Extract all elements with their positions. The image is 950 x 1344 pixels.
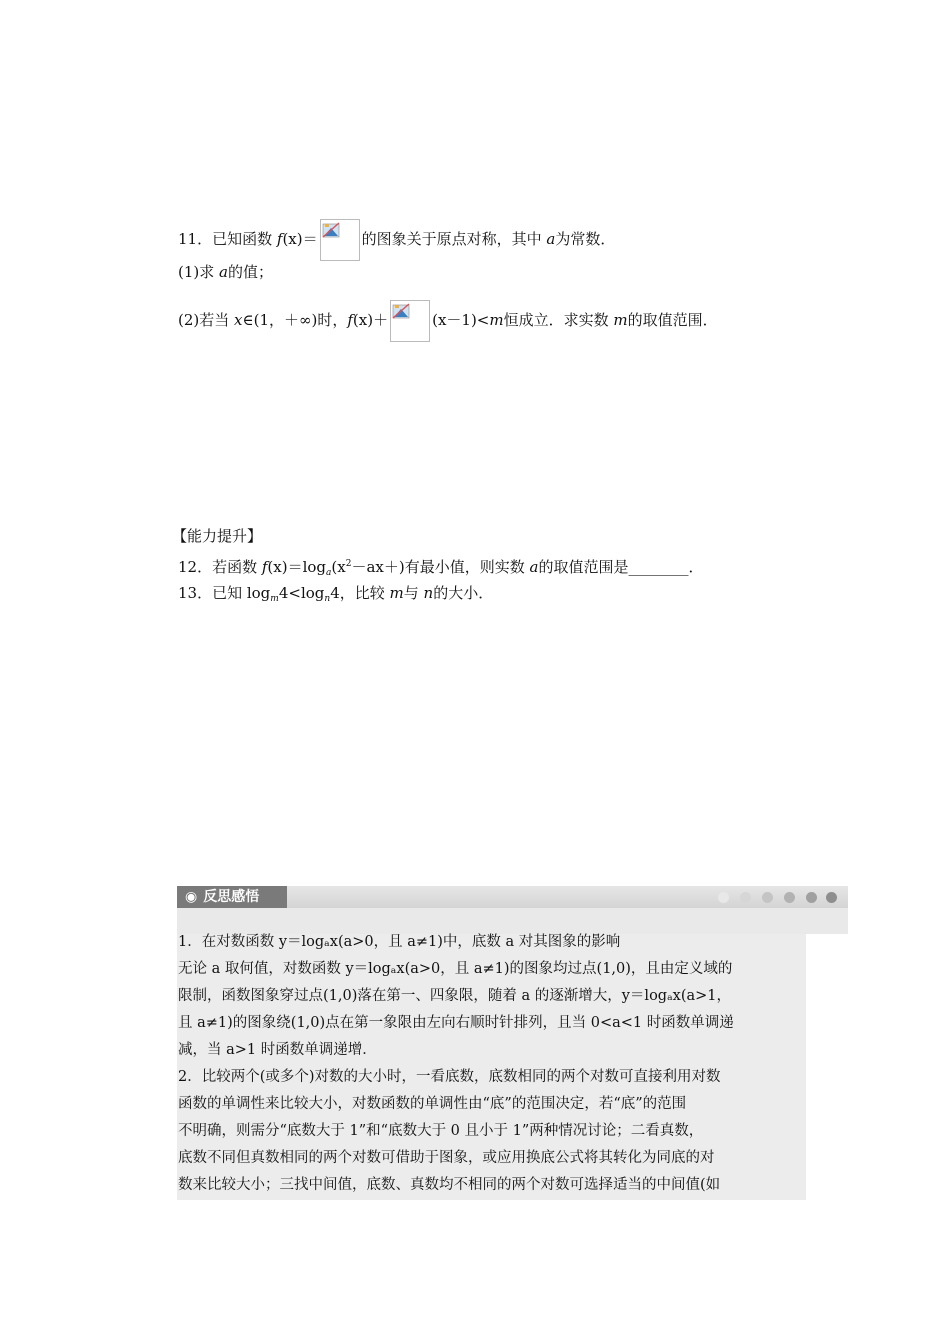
q11-p2-d: (x－1)< <box>432 311 490 329</box>
q12-b: (x)＝log <box>267 558 327 576</box>
ability-heading: 【能力提升】 <box>172 527 263 545</box>
q12-a: 12．若函数 <box>178 558 262 576</box>
q13-a: 13．已知 log <box>178 584 271 602</box>
q11-part2 <box>178 300 718 342</box>
q11-p2-m: m <box>489 311 504 329</box>
reflect-line: 限制，函数图象穿过点(1,0)落在第一、四象限，随着 a 的逐渐增大，y＝logₐx(a>1， <box>178 988 732 1004</box>
dot-icon <box>718 892 729 903</box>
q11-a: a <box>546 230 556 248</box>
dot-icon <box>784 892 795 903</box>
reflect-line: 2．比较两个(或多个)对数的大小时，一看底数，底数相同的两个对数可直接利用对数 <box>178 1069 721 1085</box>
q12-sub: a <box>326 568 332 578</box>
reflect-line: 不明确，则需分“底数大于 1”和“底数大于 0 且小于 1”两种情况讨论；二看真数， <box>178 1123 704 1139</box>
q11-p2-e: 恒成立．求实数 <box>503 311 614 329</box>
dot-icon <box>762 892 773 903</box>
reflect-label <box>177 886 287 908</box>
q13-sub1: m <box>270 594 279 604</box>
q13 <box>178 583 493 609</box>
q13-c: 4，比较 <box>330 584 390 602</box>
reflect-line: 1．在对数函数 y＝logₐx(a>0，且 a≠1)中，底数 a 对其图象的影响 <box>178 934 621 950</box>
q11-text-a: 已知函数 <box>212 230 277 248</box>
q11-part1 <box>178 262 273 282</box>
reflect-line: 数来比较大小；三找中间值，底数、真数均不相同的两个对数可选择适当的中间值(如 <box>178 1177 721 1193</box>
q12-f: f <box>261 558 268 576</box>
q11-text-c: 为常数． <box>555 230 616 248</box>
reflect-line: 且 a≠1)的图象绕(1,0)点在第一象限由左向右顺时针排列，且当 0<a<1 时函数单调递 <box>178 1015 734 1031</box>
q12-d: －ax＋)有最小值，则实数 <box>351 558 530 576</box>
dot-icon <box>826 892 837 903</box>
q13-e: 的大小． <box>433 584 494 602</box>
reflect-title: 反思感悟 <box>203 889 260 905</box>
reflect-line: 无论 a 取何值，对数函数 y＝logₐx(a>0，且 a≠1)的图象均过点(1,0)，且由定义域的 <box>178 961 733 977</box>
broken-image-icon <box>320 219 360 261</box>
q11-number: 11． <box>178 230 213 248</box>
reflect-header-strip <box>177 908 848 934</box>
q12-c: (x <box>331 558 346 576</box>
q12-e: 的取值范围是________． <box>538 558 704 576</box>
q12 <box>178 554 703 583</box>
reflect-line: 减，当 a>1 时函数单调递增． <box>178 1042 377 1058</box>
q12-a2: a <box>529 558 539 576</box>
q11-p1-var: a <box>219 263 228 281</box>
q11-f: f <box>276 230 283 248</box>
q13-n: n <box>423 584 434 602</box>
q13-m: m <box>389 584 404 602</box>
broken-image-icon <box>390 300 430 342</box>
q11-p2-x: x <box>234 311 243 329</box>
q11-p2-a: (2)若当 <box>178 311 235 329</box>
q11-p2-f2: 的取值范围． <box>627 311 718 329</box>
dot-icon <box>806 892 817 903</box>
dot-icon <box>740 892 751 903</box>
reflect-line: 底数不同但真数相同的两个对数可借助于图象，或应用换底公式将其转化为同底的对 <box>178 1150 715 1166</box>
reflect-line: 函数的单调性来比较大小，对数函数的单调性由“底”的范围决定，若“底”的范围 <box>178 1096 687 1112</box>
q11-fx-paren: (x)＝ <box>282 230 318 248</box>
target-circle-icon: ◉ <box>185 889 198 905</box>
q11-p2-b: ∈(1，＋∞)时， <box>242 311 348 329</box>
q11-p1-b: 的值； <box>227 263 273 281</box>
q12-sup: 2 <box>345 559 352 569</box>
q11-p2-m2: m <box>613 311 628 329</box>
q11-stem <box>178 219 615 261</box>
q11-p2-f: f <box>347 311 353 329</box>
q13-sub2: n <box>324 594 331 604</box>
q11-p1-a: (1)求 <box>178 263 220 281</box>
q13-b: 4<log <box>278 584 325 602</box>
q13-d: 与 <box>403 584 424 602</box>
q11-text-b: 的图象关于原点对称，其中 <box>361 230 547 248</box>
q11-p2-c: (x)＋ <box>352 311 389 329</box>
